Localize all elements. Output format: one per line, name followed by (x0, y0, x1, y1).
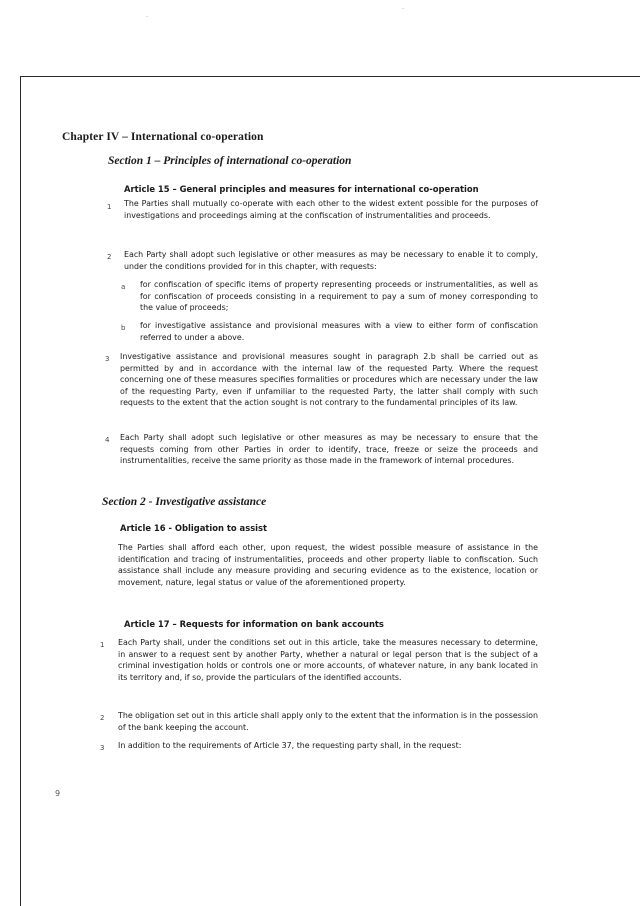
article-16-title: Article 16 - Obligation to assist (120, 523, 268, 533)
article-15-p2b-letter: b (121, 324, 126, 332)
article-15-p3-number: 3 (105, 355, 110, 363)
article-15-title: Article 15 – General principles and measures for international co-operation (124, 184, 479, 194)
article-15-p2a-letter: a (121, 283, 126, 291)
section-1-title: Section 1 – Principles of international co-operation (108, 155, 352, 167)
article-17-p1-number: 1 (100, 641, 105, 649)
article-17-p2: The obligation set out in this article shall apply only to the extent that the information is in the possession of the bank keeping the account. (118, 711, 538, 732)
article-15-p2b: for investigative assistance and provisional measures with a view to either form of confiscation referred to under a above. (140, 321, 538, 342)
scan-speck: · (146, 14, 148, 21)
article-17-p2-number: 2 (100, 714, 105, 722)
article-15-p1-number: 1 (107, 203, 112, 211)
article-15-p2: Each Party shall adopt such legislative or other measures as may be necessary to enable it to comply, under the conditions provided for in this chapter, with requests: (124, 250, 538, 271)
scan-speck: · (402, 6, 404, 13)
chapter-title: Chapter IV – International co-operation (62, 131, 264, 143)
article-15-p2a: for confiscation of specific items of property representing proceeds or instrumentalities, as well as for confiscation of proceeds consisting in a requirement to pay a sum of money corresponding to the value of proceeds; (140, 280, 538, 313)
article-17-title: Article 17 – Requests for information on bank accounts (124, 619, 384, 629)
article-15-p4-number: 4 (105, 436, 110, 444)
article-17-p3: In addition to the requirements of Article 37, the requesting party shall, in the request: (118, 741, 462, 750)
article-17-p3-number: 3 (100, 744, 105, 752)
section-2-title: Section 2 - Investigative assistance (102, 496, 267, 508)
page-number: 9 (55, 789, 61, 798)
article-15-p4: Each Party shall adopt such legislative or other measures as may be necessary to ensure that the requests coming from other Parties in order to identify, trace, freeze or seize the proceeds and instrumentalities, receive the same priority as those made in the framework of internal procedures. (120, 433, 538, 466)
article-15-p3: Investigative assistance and provisional measures sought in paragraph 2.b shall be carried out as permitted by and in accordance with the internal law of the requested Party. Where the request concerning one of these measures specifies formalities or procedures which are necessary under the law of the requesting Party, even if unfamiliar to the requested Party, the latter shall comply with such requests to the extent that the action sought is not contrary to the fundamental principles of its law. (120, 352, 538, 408)
article-16-p1: The Parties shall afford each other, upon request, the widest possible measure of assistance in the identification and tracing of instrumentalities, proceeds and other property liable to confiscation. Such assistance shall include any measure providing and securing evidence as to the existence, location or movement, nature, legal status or value of the aforementioned property. (118, 543, 538, 587)
article-15-p2-number: 2 (107, 253, 112, 261)
article-15-p1: The Parties shall mutually co-operate with each other to the widest extent possible for the purposes of investigations and proceedings aiming at the confiscation of instrumentalities and proceeds. (124, 199, 538, 220)
article-17-p1: Each Party shall, under the conditions set out in this article, take the measures necessary to determine, in answer to a request sent by another Party, whether a natural or legal person that is the subject of a criminal investigation holds or controls one or more accounts, of whatever nature, in any bank located in its territory and, if so, provide the particulars of the identified accounts. (118, 638, 538, 682)
